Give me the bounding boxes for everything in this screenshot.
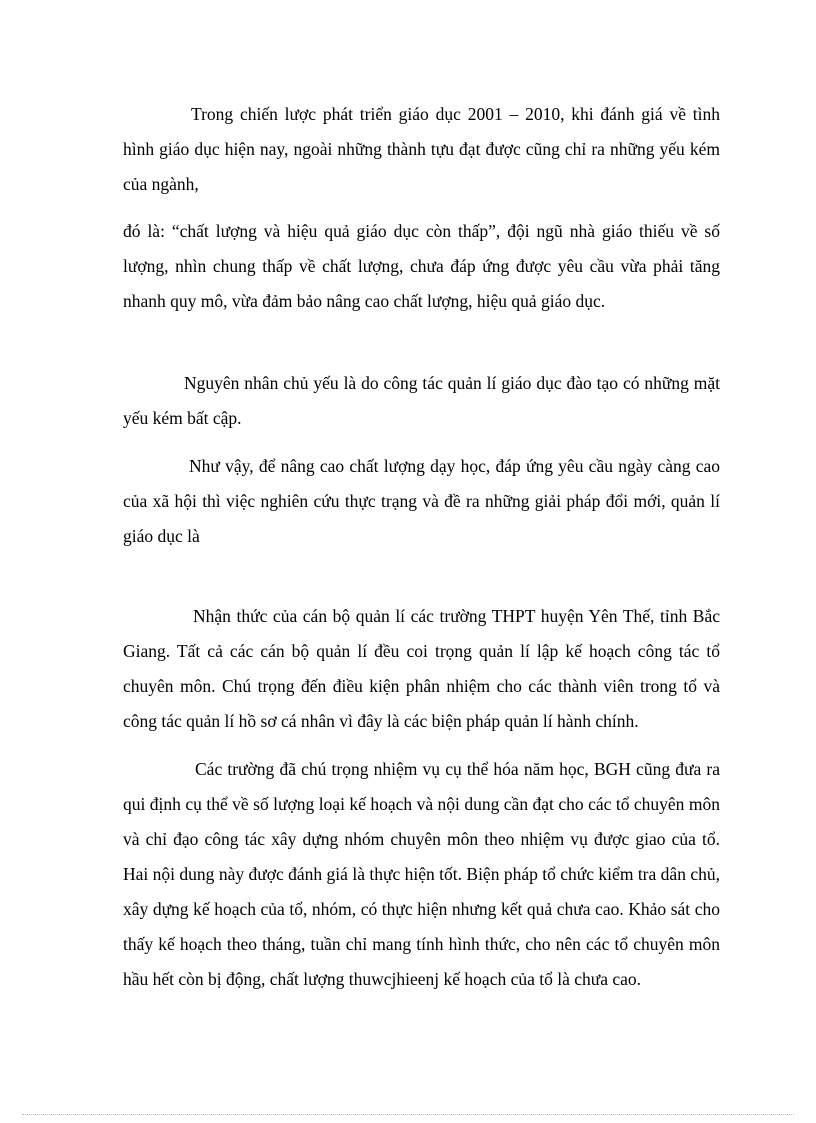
paragraph-2: đó là: “chất lượng và hiệu quả giáo dục còn thấp”, đội ngũ nhà giáo thiếu về số lượng, nhìn chung thấp về chất lượng, chưa đáp ứng được yêu cầu vừa phải tăng nhanh quy mô, vừa đảm bảo nâng cao chất lượng, hiệu quả giáo dục. bbox=[123, 221, 720, 311]
paragraph-4: Như vậy, để nâng cao chất lượng dạy học, đáp ứng yêu cầu ngày càng cao của xã hội thì việc nghiên cứu thực trạng và đề ra những giải pháp đổi mới, quản lí giáo dục là bbox=[123, 456, 720, 546]
page-bottom-divider bbox=[22, 1114, 794, 1115]
paragraph-3: Nguyên nhân chủ yếu là do công tác quản lí giáo dục đào tạo có những mặt yếu kém bất cập. bbox=[123, 373, 720, 428]
paragraph-6: Các trường đã chú trọng nhiệm vụ cụ thể hóa năm học, BGH cũng đưa ra qui định cụ thể về số lượng loại kế hoạch và nội dung cần đạt cho các tổ chuyên môn và chỉ đạo công tác xây dựng nhóm chuyên môn theo nhiệm vụ được giao của tổ. Hai nội dung này được đánh giá là thực hiện tốt. Biện pháp tổ chức kiểm tra dân chủ, xây dựng kế hoạch của tổ, nhóm, có thực hiện nhưng kết quả chưa cao. Khảo sát cho thấy kế hoạch theo tháng, tuần chỉ mang tính hình thức, cho nên các tổ chuyên môn hầu hết còn bị động, chất lượng thuwcjhieenj kế hoạch của tổ là chưa cao. bbox=[123, 759, 720, 989]
paragraph-1: Trong chiến lược phát triển giáo dục 2001 – 2010, khi đánh giá về tình hình giáo dục hiện nay, ngoài những thành tựu đạt được cũng chỉ ra những yếu kém của ngành, bbox=[123, 104, 720, 194]
paragraph-5: Nhận thức của cán bộ quản lí các trường THPT huyện Yên Thế, tỉnh Bắc Giang. Tất cả các cán bộ quản lí đều coi trọng quản lí lập kế hoạch công tác tổ chuyên môn. Chú trọng đến điều kiện phân nhiệm cho các thành viên trong tổ và công tác quản lí hồ sơ cá nhân vì đây là các biện pháp quản lí hành chính. bbox=[123, 606, 720, 731]
